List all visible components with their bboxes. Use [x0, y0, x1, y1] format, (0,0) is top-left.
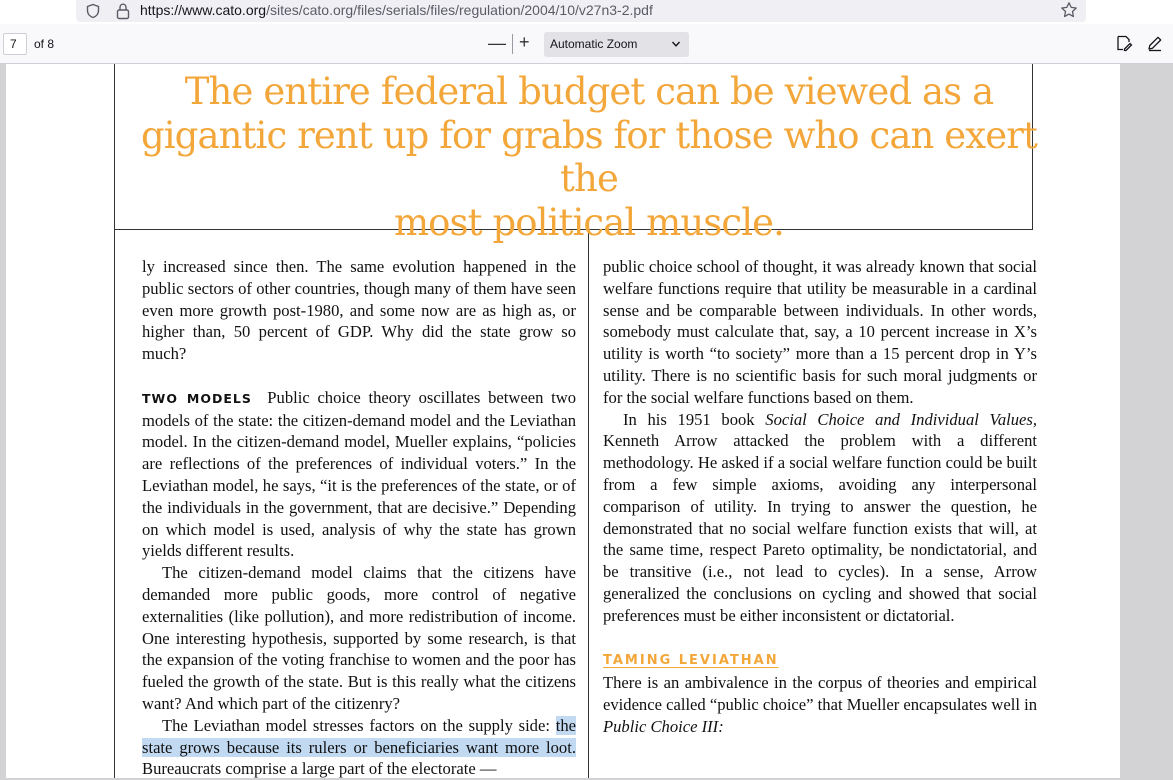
- left-paragraph-4: [142, 715, 576, 780]
- section-heading-taming-leviathan: TAMING LEVIATHAN: [603, 653, 779, 669]
- pdf-toolbar: [0, 24, 1173, 64]
- selected-text[interactable]: the state grows because its rulers or beneficiaries want more loot.: [142, 715, 576, 757]
- left-paragraph-4-start: The Leviathan model stresses factors on the supply side:: [162, 715, 556, 735]
- left-column: [142, 256, 576, 780]
- page-frame-left-rule: [114, 64, 115, 778]
- right-paragraph-3: [603, 672, 1037, 737]
- zoom-out-button[interactable]: —: [488, 33, 506, 53]
- pull-quote-line-2: gigantic rent up for grabs for those who can exert the: [140, 113, 1038, 200]
- pull-quote-line-3: most political muscle.: [393, 200, 784, 244]
- url-host: https://www.cato.org: [140, 2, 267, 18]
- browser-url-bar: [0, 0, 1173, 24]
- star-icon[interactable]: [1060, 1, 1078, 19]
- url-text[interactable]: [140, 2, 653, 18]
- left-paragraph-2: [142, 387, 576, 562]
- shield-icon[interactable]: [85, 3, 101, 19]
- url-path: /sites/cato.org/files/serials/files/regulation/2004/10/v27n3-2.pdf: [266, 2, 653, 18]
- zoom-select[interactable]: [544, 32, 689, 57]
- zoom-in-button[interactable]: +: [519, 32, 530, 52]
- zoom-select-value: Automatic Zoom: [550, 37, 638, 51]
- book-title-public-choice: Public Choice III:: [603, 716, 724, 736]
- section-heading-two-models: TWO MODELS: [142, 390, 252, 406]
- book-title-social-choice: Social Choice and Individual Values,: [765, 409, 1038, 429]
- left-paragraph-2-text: Public choice theory oscillates between two models of the state: the citizen-demand model and the Leviathan model. In the citizen-demand model, Mueller explains, “policies are reflections of the preferences of individual voters.” In the Leviathan model, he says, “it is the preferences of the state, or of the individuals in the government, that are decisive.” Depending on which model is used, analysis of why the state has grown yields different results.: [142, 387, 576, 561]
- draw-tool-icon[interactable]: [1146, 34, 1164, 52]
- right-paragraph-2-end: Kenneth Arrow attacked the problem with a different methodology. He asked if a social welfare function could be built from a few simple axioms, avoiding any interpersonal comparison of utility. In trying to answer the question, he demonstrated that no social welfare function exists that will, at the same time, respect Pareto optimality, be nondictatorial, and be transitive (i.e., not lead to cycles). In a sense, Arrow generalized the conclusions on cycling and showed that social preferences must be either inconsistent or dictatorial.: [603, 431, 1037, 625]
- right-column: [603, 256, 1037, 738]
- left-paragraph-4-end: Bureaucrats comprise a large part of the electorate —: [142, 759, 497, 779]
- pull-quote: [130, 70, 1048, 244]
- left-paragraph-3: The citizen-demand model claims that the citizens have demanded more public goods, more control of negative externalities (like pollution), and more redistribution of income. One interesting hypothesis, supported by some research, is that the expansion of the voting franchise to women and the poor has fueled the growth of the state. But is this really what the citizens want? And which part of the citizenry?: [142, 563, 576, 713]
- pull-quote-line-1: The entire federal budget can be viewed as a: [184, 70, 994, 113]
- zoom-separator: [512, 34, 513, 54]
- right-paragraph-2-start: In his 1951 book: [623, 409, 766, 429]
- text-tool-icon[interactable]: [1115, 34, 1133, 52]
- page-count: of 8: [34, 37, 55, 51]
- left-paragraph-1: ly increased since then. The same evolution happened in the public sectors of other countries, though many of them have seen even more growth post-1980, and some now are as high as, or higher than, 50 percent of GDP. Why did the state grow so much?: [142, 257, 576, 364]
- column-divider: [588, 229, 589, 778]
- section-heading-taming-leviathan-wrap: [603, 648, 1037, 672]
- chevron-down-icon: [671, 39, 681, 49]
- right-paragraph-2: [603, 409, 1037, 627]
- right-paragraph-3-start: There is an ambivalence in the corpus of theories and empirical evidence called “public choice” that Mueller encapsulates well in: [603, 673, 1038, 714]
- lock-icon[interactable]: [115, 2, 131, 20]
- page-number-input[interactable]: 7: [3, 33, 27, 55]
- right-paragraph-1: public choice school of thought, it was already known that social welfare functions require that utility be measurable in a cardinal sense and be comparable between individuals. In other words, somebody must calculate that, say, a 10 percent increase in X’s utility is worth “to society” more than a 15 percent drop in Y’s utility. There is no scientific basis for such moral judgments or for the social welfare functions based on them.: [603, 257, 1037, 407]
